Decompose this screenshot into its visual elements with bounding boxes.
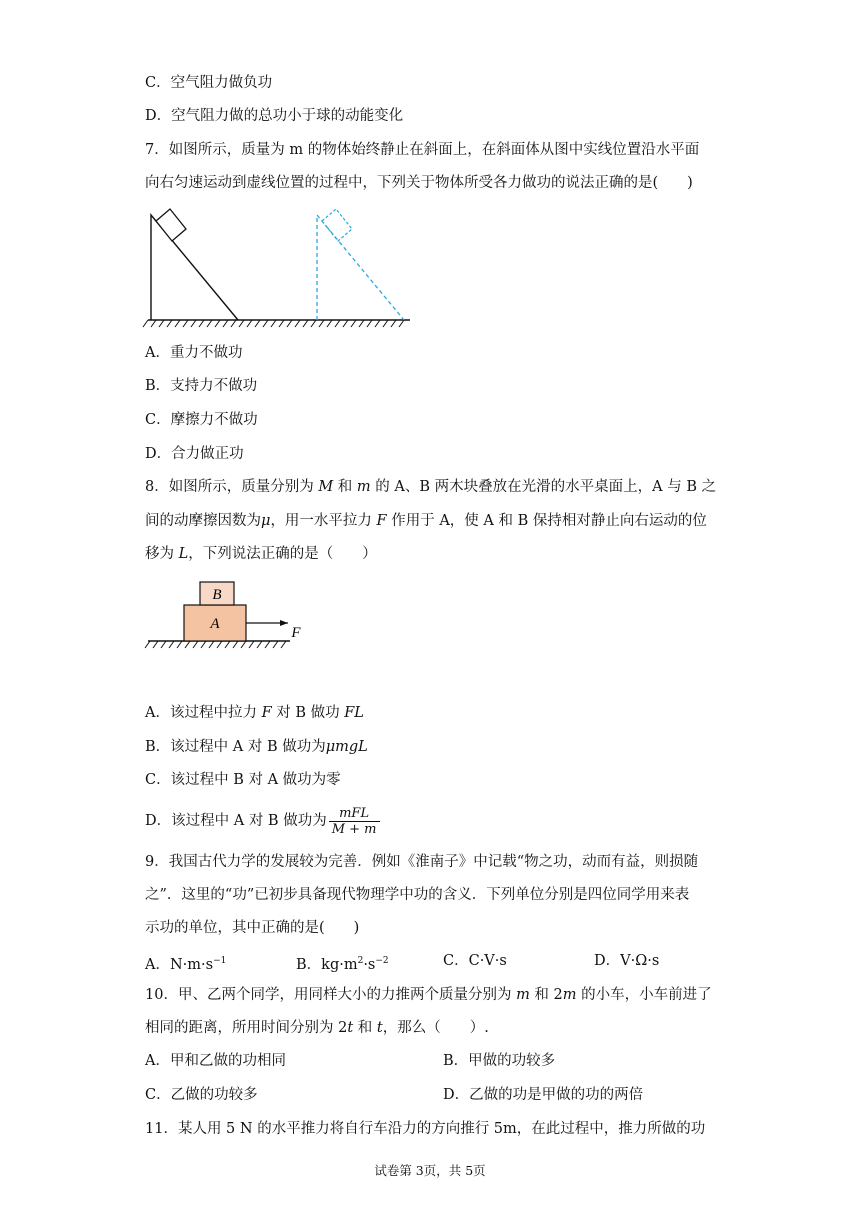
q9-option-a: A．$N\cdot m\cdot s^{-1}$ [145,956,227,973]
q10-stem-line1: 10．甲、乙两个同学，用同样大小的力推两个质量分别为 m 和 2m 的小车，小车前进了 [145,987,712,1003]
q7-stem-line2: 向右匀速运动到虚线位置的过程中，下列关于物体所受各力做功的说法正确的是( ) [145,175,693,191]
q9-stem-line1: 9．我国古代力学的发展较为完善．例如《淮南子》中记载“物之功，动而有益，则损随 [145,854,699,870]
q8-stem-line3: 移为 L，下列说法正确的是（ ） [145,546,377,562]
q7-option-c: C．摩擦力不做功 [145,412,258,428]
q9-option-b: B．$kg\cdot m^2\cdot s^{-2}$ [296,956,389,973]
q8-option-a: A．该过程中拉力 F 对 B 做功 FL [145,705,364,721]
q8-stem-line2: 间的动摩擦因数为μ，用一水平拉力 F 作用于 A，使 A 和 B 保持相对静止向右运动的位 [145,513,707,529]
q10-option-c: C．乙做的功较多 [145,1087,258,1103]
q10-option-a: A．甲和乙做的功相同 [145,1053,286,1069]
q7-incline-figure [140,205,420,330]
q10-stem-line2: 相同的距离，所用时间分别为 2t 和 t，那么（ ）. [145,1020,489,1036]
q6-option-c: C．空气阻力做负功 [145,75,273,91]
q9-stem-line3: 示功的单位，其中正确的是( ) [145,920,360,936]
q7-stem-line1: 7．如图所示，质量为 m 的物体始终静止在斜面上，在斜面体从图中实线位置沿水平面 [145,142,700,158]
q8-fig-label-f: F [291,625,301,641]
q8-option-c: C．该过程中 B 对 A 做功为零 [145,772,341,788]
q9-option-c: C．C·V·s [443,953,507,969]
page-footer: 试卷第 3页，共 5页 [374,1163,486,1178]
q10-option-b: B．甲做的功较多 [443,1053,556,1069]
q8-stem-line1: 8．如图所示，质量分别为 M 和 m 的 A、B 两木块叠放在光滑的水平桌面上，A 与 B 之 [145,479,717,495]
q6-option-d: D．空气阻力做的总功小于球的动能变化 [145,108,404,124]
q9-stem-line2: 之”．这里的“功”已初步具备现代物理学中功的含义．下列单位分别是四位同学用来表 [145,887,690,903]
q10-option-d: D．乙做的功是甲做的功的两倍 [443,1087,644,1103]
q11-stem-line1: 11．某人用 5 N 的水平推力将自行车沿力的方向推行 5m，在此过程中，推力所做的功 [145,1121,706,1137]
q7-option-b: B．支持力不做功 [145,378,258,394]
q7-option-a: A．重力不做功 [145,345,243,361]
q7-option-d: D．合力做正功 [145,446,244,462]
q9-option-d: D．V·Ω·s [594,953,660,969]
q8-blocks-figure [140,575,320,660]
q8-fig-label-a: A [210,616,220,632]
q8-option-d: D．该过程中 A 对 B 做功为 $\frac{\text{mFL}}{M + m}$ [145,804,380,838]
q8-option-b: B．该过程中 A 对 B 做功为μmgL [145,739,368,755]
q8-fig-label-b: B [212,587,222,603]
q8-option-d-fraction: $\frac{\text{mFL}}{M + m}$ [329,806,380,837]
